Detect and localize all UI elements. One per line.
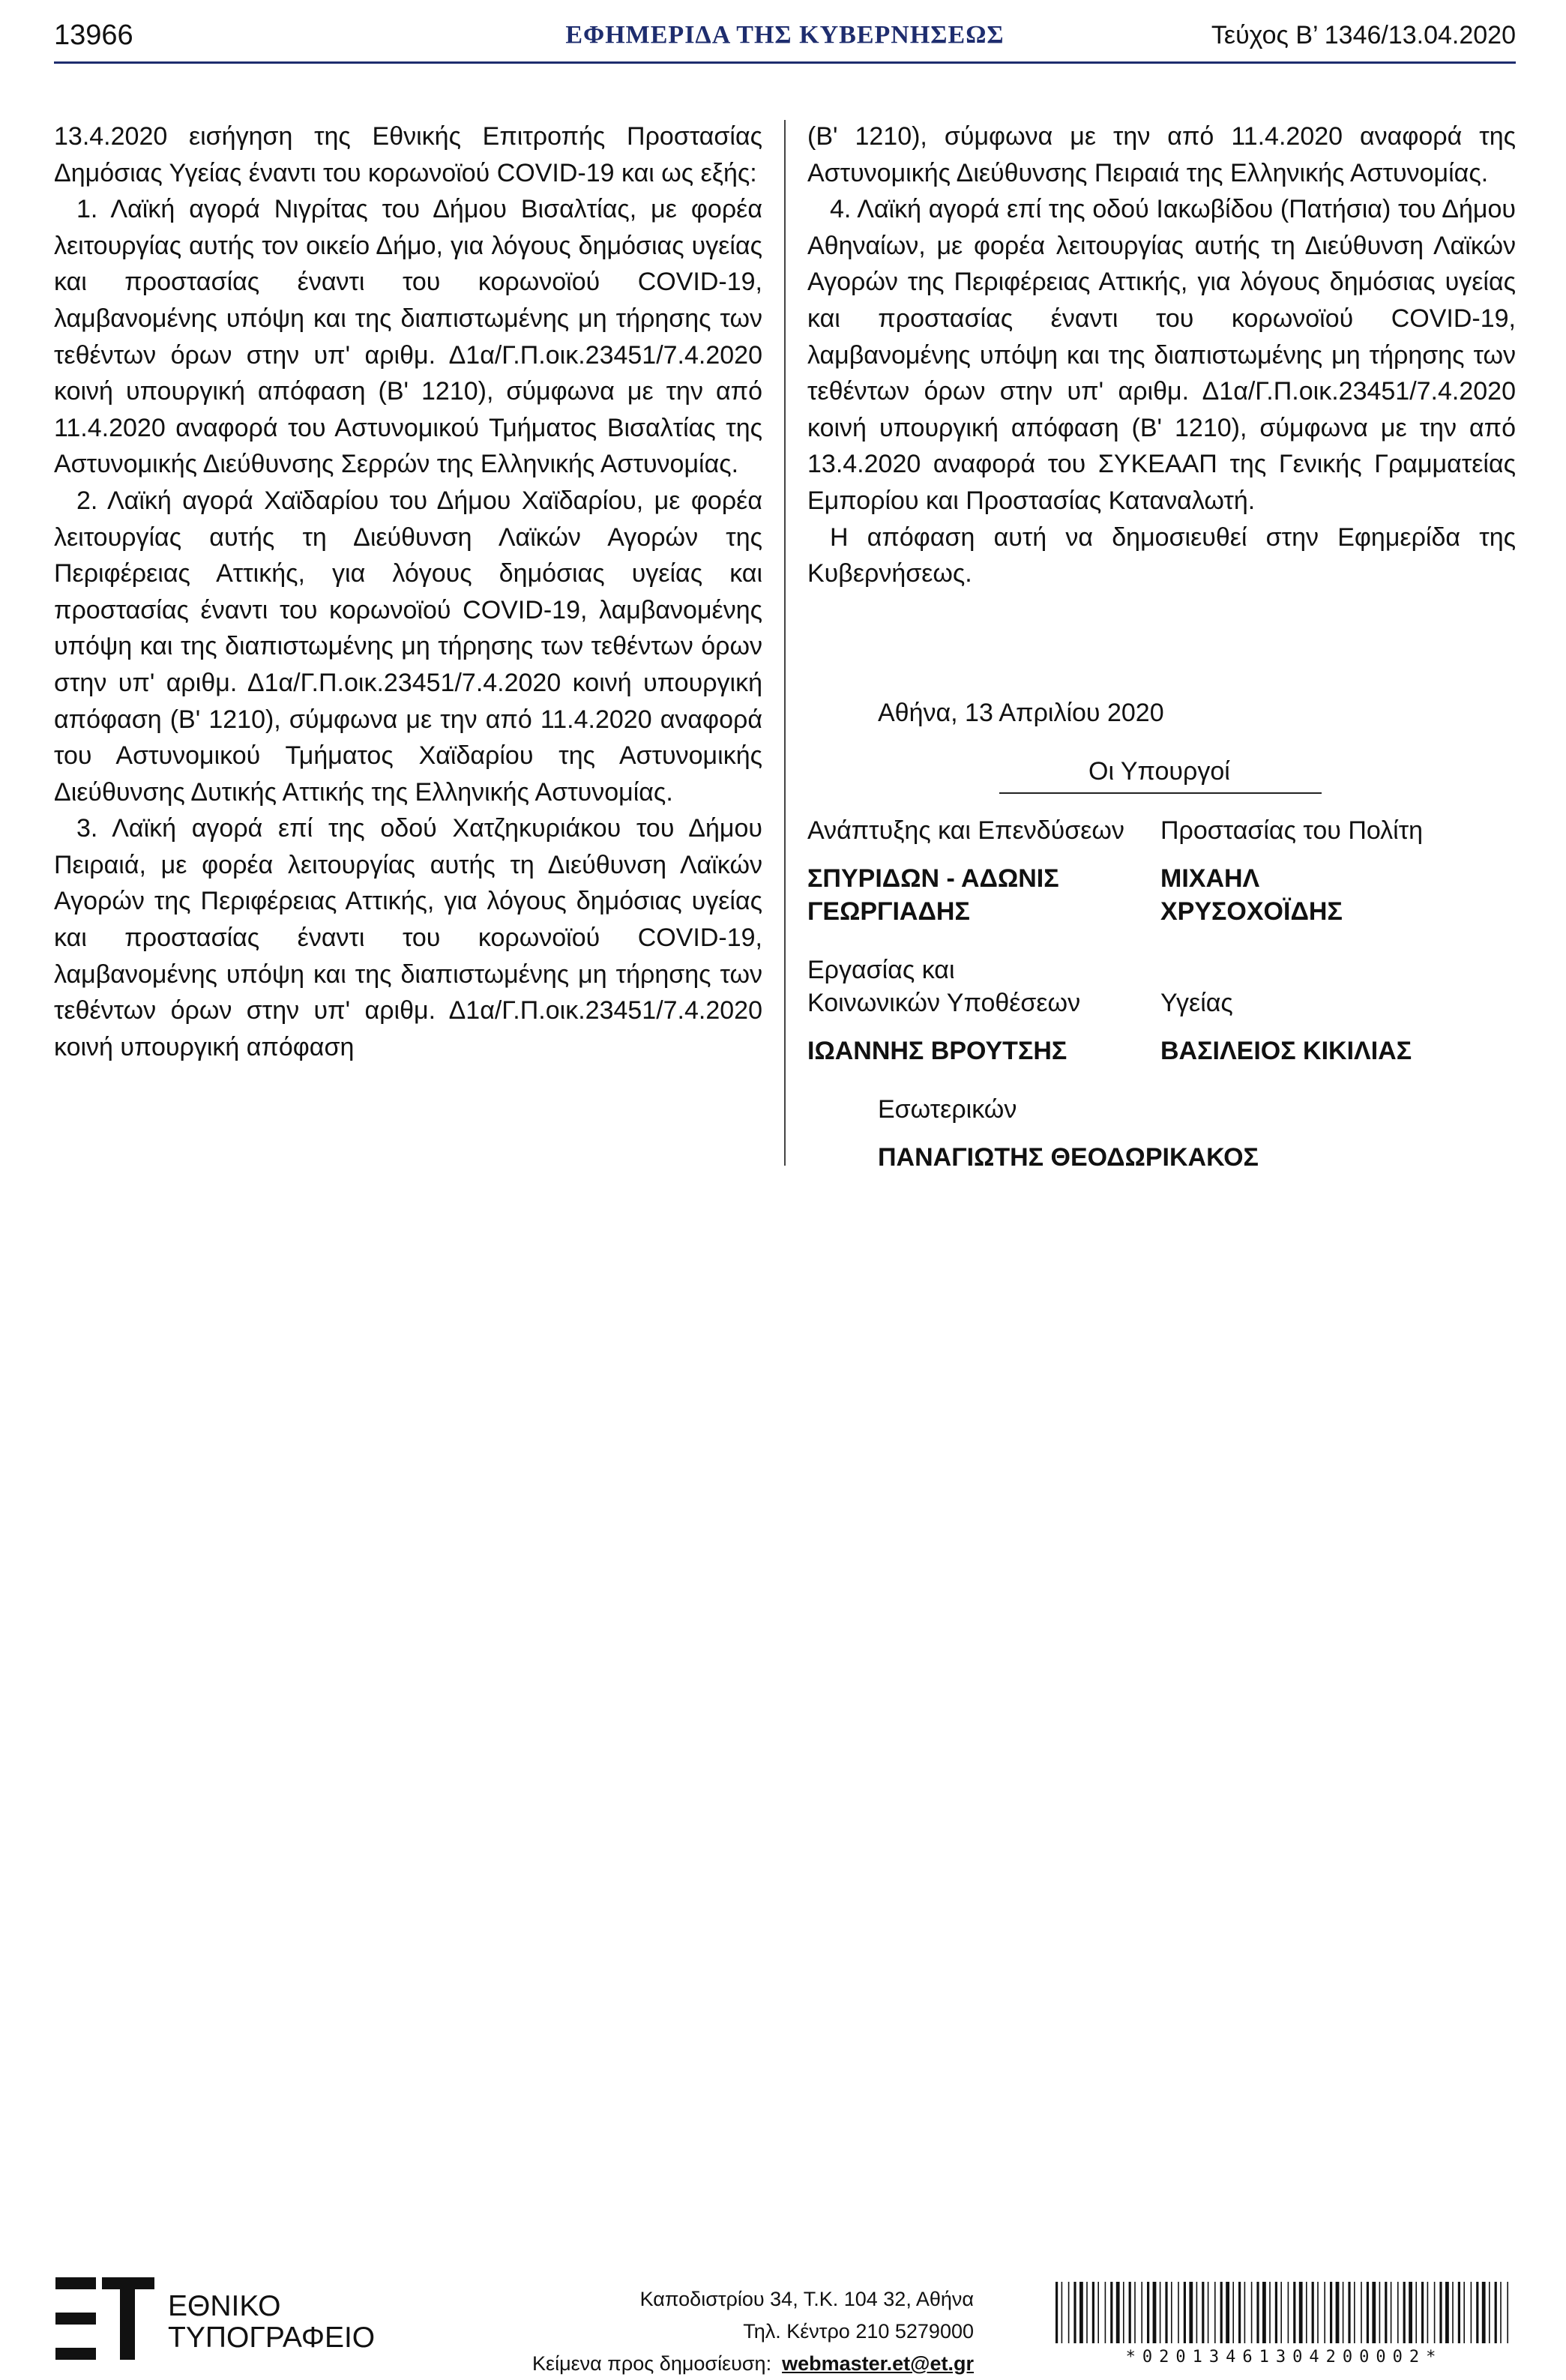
paragraph-item-4: 4. Λαϊκή αγορά επί της οδού Ιακωβίδου (Πατήσια) του Δήμου Αθηναίων, με φορέα λειτουργίας αυτής τη Διεύθυνση Λαϊκών Αγορών της Περιφέρειας Αττικής, για λόγους δημόσιας υγείας και προστασίας έναντι του κορωνοϊού COVID-19, λαμβανομένης υπόψη και της διαπιστωμένης μη τήρησης των τεθέντων όρων στην υπ' αριθμ. Δ1α/Γ.Π.οικ.23451/7.4.2020 κοινή υπουργική απόφαση (Β' 1210), σύμφωνα με την από 13.4.2020 αναφορά του ΣΥΚΕΑΑΠ της Γενικής Γραμματείας Εμπορίου και Προστασίας Καταναλωτή.	[807, 195, 1516, 515]
ministry-health: Υγείας	[1160, 989, 1233, 1017]
ministry-labour-line2: Κοινωνικών Υποθέσεων	[807, 989, 1081, 1017]
paragraph-publication: Η απόφαση αυτή να δημοσιευθεί στην Εφημερίδα της Κυβερνήσεως.	[807, 522, 1516, 588]
paragraph-intro: 13.4.2020 εισήγηση της Εθνικής Επιτροπής Προστασίας Δημόσιας Υγείας έναντι του κορωνοϊού COVID-19 και ως εξής:	[54, 122, 762, 187]
minister-labour: ΙΩΑΝΝΗΣ ΒΡΟΥΤΣΗΣ	[807, 1037, 1067, 1065]
ministers-heading: Οι Υπουργοί	[1088, 757, 1230, 786]
column-divider	[784, 120, 786, 1166]
footer-address: Καποδιστρίου 34, Τ.Κ. 104 32, Αθήνα	[639, 2288, 974, 2310]
page-number: 13966	[54, 19, 133, 51]
ministry-interior: Εσωτερικών	[878, 1095, 1017, 1124]
minister-interior: ΠΑΝΑΓΙΩΤΗΣ ΘΕΟΔΩΡΙΚΑΚΟΣ	[878, 1143, 1259, 1172]
issue-reference: Τεύχος Β’ 1346/13.04.2020	[1211, 21, 1516, 49]
gazette-title: ΕΦΗΜΕΡΙΔΑ ΤΗΣ ΚΥΒΕΡΝΗΣΕΩΣ	[565, 21, 1005, 49]
email-link[interactable]: webmaster.et@et.gr	[782, 2352, 974, 2375]
footer-contact	[532, 2283, 974, 2380]
minister-development-line1: ΣΠΥΡΙΔΩΝ - ΑΔΩΝΙΣ	[807, 864, 1059, 893]
ministry-development: Ανάπτυξης και Επενδύσεων	[807, 816, 1124, 845]
logo-text	[168, 2291, 375, 2354]
submission-label: Κείμενα προς δημοσίευση:	[532, 2352, 772, 2375]
ministry-labour-line1: Εργασίας και	[807, 956, 955, 984]
et-logo-icon	[55, 2277, 154, 2360]
signature-date: Αθήνα, 13 Απριλίου 2020	[878, 699, 1164, 727]
paragraph-item-3: 3. Λαϊκή αγορά επί της οδού Χατζηκυριάκου του Δήμου Πειραιά, με φορέα λειτουργίας αυτής τη Διεύθυνση Λαϊκών Αγορών της Περιφέρειας Αττικής, για λόγους δημόσιας υγείας και προστασίας έναντι του κορωνοϊού COVID-19, λαμβανομένης υπόψη και της διαπιστωμένης μη τήρησης των τεθέντων όρων στην υπ' αριθμ. Δ1α/Γ.Π.οικ.23451/7.4.2020 κοινή υπουργική απόφαση	[54, 814, 762, 1061]
minister-citizen-protection-line2: ΧΡΥΣΟΧΟΪΔΗΣ	[1160, 897, 1343, 926]
paragraph-item-2: 2. Λαϊκή αγορά Χαϊδαρίου του Δήμου Χαϊδαρίου, με φορέα λειτουργίας αυτής τη Διεύθυνση Λαϊκών Αγορών της Περιφέρειας Αττικής, για λόγους δημόσιας υγείας και προστασίας έναντι του κορωνοϊού COVID-19, λαμβανομένης υπόψη και της διαπιστωμένης μη τήρησης των τεθέντων όρων στην υπ' αριθμ. Δ1α/Γ.Π.οικ.23451/7.4.2020 κοινή υπουργική απόφαση (Β' 1210), σύμφωνα με την από 11.4.2020 αναφορά του Αστυνομικού Τμήματος Χαϊδαρίου της Αστυνομικής Διεύθυνσης Δυτικής Αττικής της Ελληνικής Αστυνομίας.	[54, 486, 762, 807]
logo-text-line2: ΤΥΠΟΓΡΑΦΕΙΟ	[168, 2322, 376, 2354]
barcode-number: *02013461304200002*	[1125, 2348, 1443, 2367]
page-footer	[0, 2256, 1566, 2373]
footer-phone: Τηλ. Κέντρο 210 5279000	[743, 2320, 974, 2343]
logo-text-line1: ΕΘΝΙΚΟ	[168, 2290, 281, 2322]
ministers-rule	[999, 792, 1322, 794]
footer-submission-line	[532, 2348, 974, 2380]
paragraph-item-1: 1. Λαϊκή αγορά Νιγρίτας του Δήμου Βισαλτίας, με φορέα λειτουργίας αυτής τον οικείο Δήμο, για λόγους δημόσιας υγείας και προστασίας έναντι του κορωνοϊού COVID-19, λαμβανομένης υπόψη και της διαπιστωμένης μη τήρησης των τεθέντων όρων στην υπ' αριθμ. Δ1α/Γ.Π.οικ.23451/7.4.2020 κοινή υπουργική απόφαση (Β' 1210), σύμφωνα με την από 11.4.2020 αναφορά του Αστυνομικού Τμήματος Βισαλτίας της Αστυνομικής Διεύθυνσης Σερρών της Ελληνικής Αστυνομίας.	[54, 195, 762, 479]
barcode-icon	[1055, 2282, 1513, 2343]
left-column	[54, 118, 762, 1065]
page-header	[54, 15, 1516, 64]
ministry-citizen-protection: Προστασίας του Πολίτη	[1160, 816, 1424, 845]
paragraph-item-3-cont: (Β' 1210), σύμφωνα με την από 11.4.2020 αναφορά της Αστυνομικής Διεύθυνσης Πειραιά της Ελληνικής Αστυνομίας.	[807, 122, 1516, 187]
minister-development-line2: ΓΕΩΡΓΙΑΔΗΣ	[807, 897, 970, 926]
minister-citizen-protection-line1: ΜΙΧΑΗΛ	[1160, 864, 1260, 893]
minister-health: ΒΑΣΙΛΕΙΟΣ ΚΙΚΙΛΙΑΣ	[1160, 1037, 1412, 1065]
right-column	[807, 118, 1516, 592]
